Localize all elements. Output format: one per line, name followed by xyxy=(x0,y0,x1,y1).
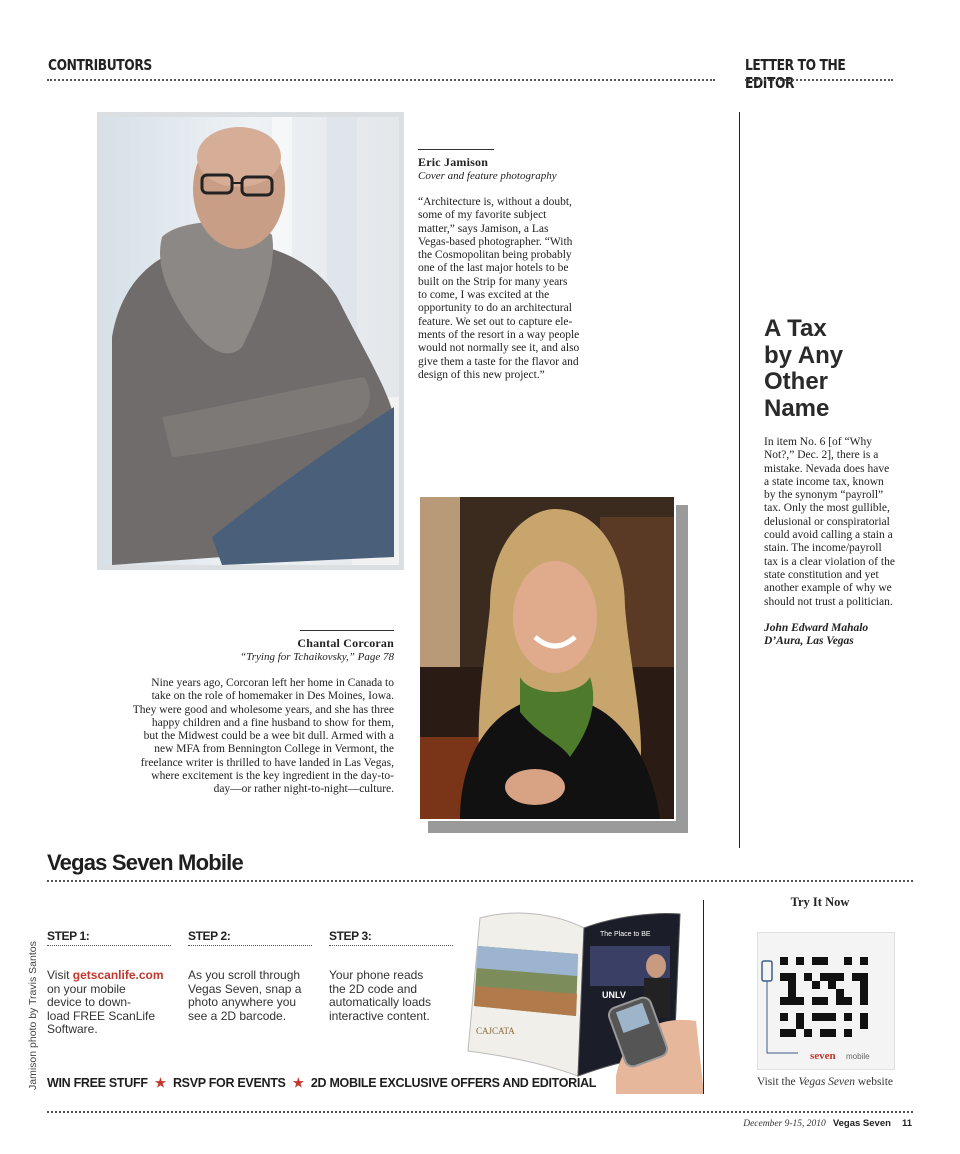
mobile-divider xyxy=(703,900,704,1094)
visit-website: Visit the Vegas Seven website xyxy=(756,1076,894,1088)
chantal-name: Chantal Corcoran xyxy=(297,636,394,650)
step-1-rule xyxy=(47,945,171,946)
photo-credit: Jamison photo by Travis Santos xyxy=(27,941,39,1090)
eric-jamison-photo xyxy=(97,112,404,570)
star-icon: ★ xyxy=(154,1076,166,1090)
footer-brand: Vegas Seven xyxy=(832,1118,891,1129)
contributors-heading: CONTRIBUTORS xyxy=(48,56,152,74)
promo-win: WIN FREE STUFF xyxy=(47,1076,148,1090)
footer-date: December 9-15, 2010 xyxy=(743,1119,826,1129)
star-icon: ★ xyxy=(292,1076,304,1090)
promo-offers: 2D MOBILE EXCLUSIVE OFFERS AND EDITORIAL xyxy=(310,1076,597,1090)
promo-rsvp: RSVP FOR EVENTS xyxy=(172,1076,286,1090)
chantal-corcoran-photo xyxy=(418,495,676,821)
mobile-title: Vegas Seven Mobile xyxy=(47,850,243,875)
letter-heading: LETTER TO THE EDITOR xyxy=(745,56,846,92)
chantal-role: “Trying for Tchaikovsky,” Page 78 xyxy=(240,651,394,663)
mobile-rule xyxy=(47,880,913,882)
eric-name: Eric Jamison xyxy=(418,155,489,169)
step-1-text: Visit getscanlife.com on your mobile device to down- load FREE ScanLife Software. xyxy=(47,968,164,1036)
footer-rule xyxy=(47,1111,913,1113)
page-number: 11 xyxy=(901,1118,912,1129)
mag-ad-text: The Place to BE xyxy=(600,931,651,938)
magazine-phone-illustration xyxy=(466,906,704,1094)
step-3-text: Your phone reads the 2D code and automatically loads interactive content. xyxy=(329,968,432,1023)
header-rule-left xyxy=(47,79,715,81)
folio xyxy=(700,1118,912,1129)
eric-byline-rule xyxy=(418,149,494,150)
step-2-rule xyxy=(188,945,312,946)
promo-line xyxy=(47,1075,596,1090)
letter-signature: John Edward Mahalo D’Aura, Las Vegas xyxy=(764,622,869,648)
qr-code[interactable] xyxy=(757,932,895,1070)
eric-bio: “Architecture is, without a doubt, some of my favorite subject matter,” says Jamison, a Las Vegas-based photographer. “With the Cosmopolitan being probably one of the last major hotels to be built on the Strip for many years to come, I was excited at the opportunity to do an architectural feature. We set out to capture ele- ments of the resort in a way people would not normally see it, and also give them a taste for the flavor and design of this new project.” xyxy=(418,196,580,381)
qr-brand-seven: seven xyxy=(810,1050,836,1062)
step-3-label: STEP 3: xyxy=(329,929,372,943)
header-rule-right xyxy=(745,79,893,81)
chantal-byline-rule xyxy=(300,630,394,631)
qr-brand-mobile: mobile xyxy=(846,1052,870,1061)
step-2-text: As you scroll through Vegas Seven, snap a photo anywhere you see a 2D barcode. xyxy=(188,968,302,1023)
mag-ad-logo: UNLV xyxy=(602,990,626,1000)
letter-title: A Tax by Any Other Name xyxy=(764,315,844,422)
column-divider xyxy=(739,112,740,848)
letter-body: In item No. 6 [of “Why Not?,” Dec. 2], there is a mistake. Nevada does have a state income tax, known by the synonym “payroll” tax. Only the most gullible, delusional or conspiratorial could avoid calling a stain a stain. The income/payroll tax is a clear violation of the state constitution and yet another example of why we should not trust a politician. xyxy=(764,436,895,608)
scanlife-link[interactable]: getscanlife.com xyxy=(72,968,164,982)
eric-role: Cover and feature photography xyxy=(418,170,557,182)
mag-left-text: CAJCATA xyxy=(476,1026,515,1036)
chantal-bio: Nine years ago, Corcoran left her home in Canada to take on the role of homemaker in Des Moines, Iowa. They were good and wholesome years, and she has three happy children and a fine husband to show for them, but the Midwest could be a wee bit dull. Armed with a new MFA from Bennington College in Vermont, the freelance writer is thrilled to have landed in Las Vegas, where excitement is the key ingredient in the day-to- day—or rather night-to-night—culture. xyxy=(132,677,394,796)
step-1-label: STEP 1: xyxy=(47,929,90,943)
try-it-now: Try It Now xyxy=(790,895,850,909)
step-3-rule xyxy=(329,945,453,946)
step-2-label: STEP 2: xyxy=(188,929,231,943)
